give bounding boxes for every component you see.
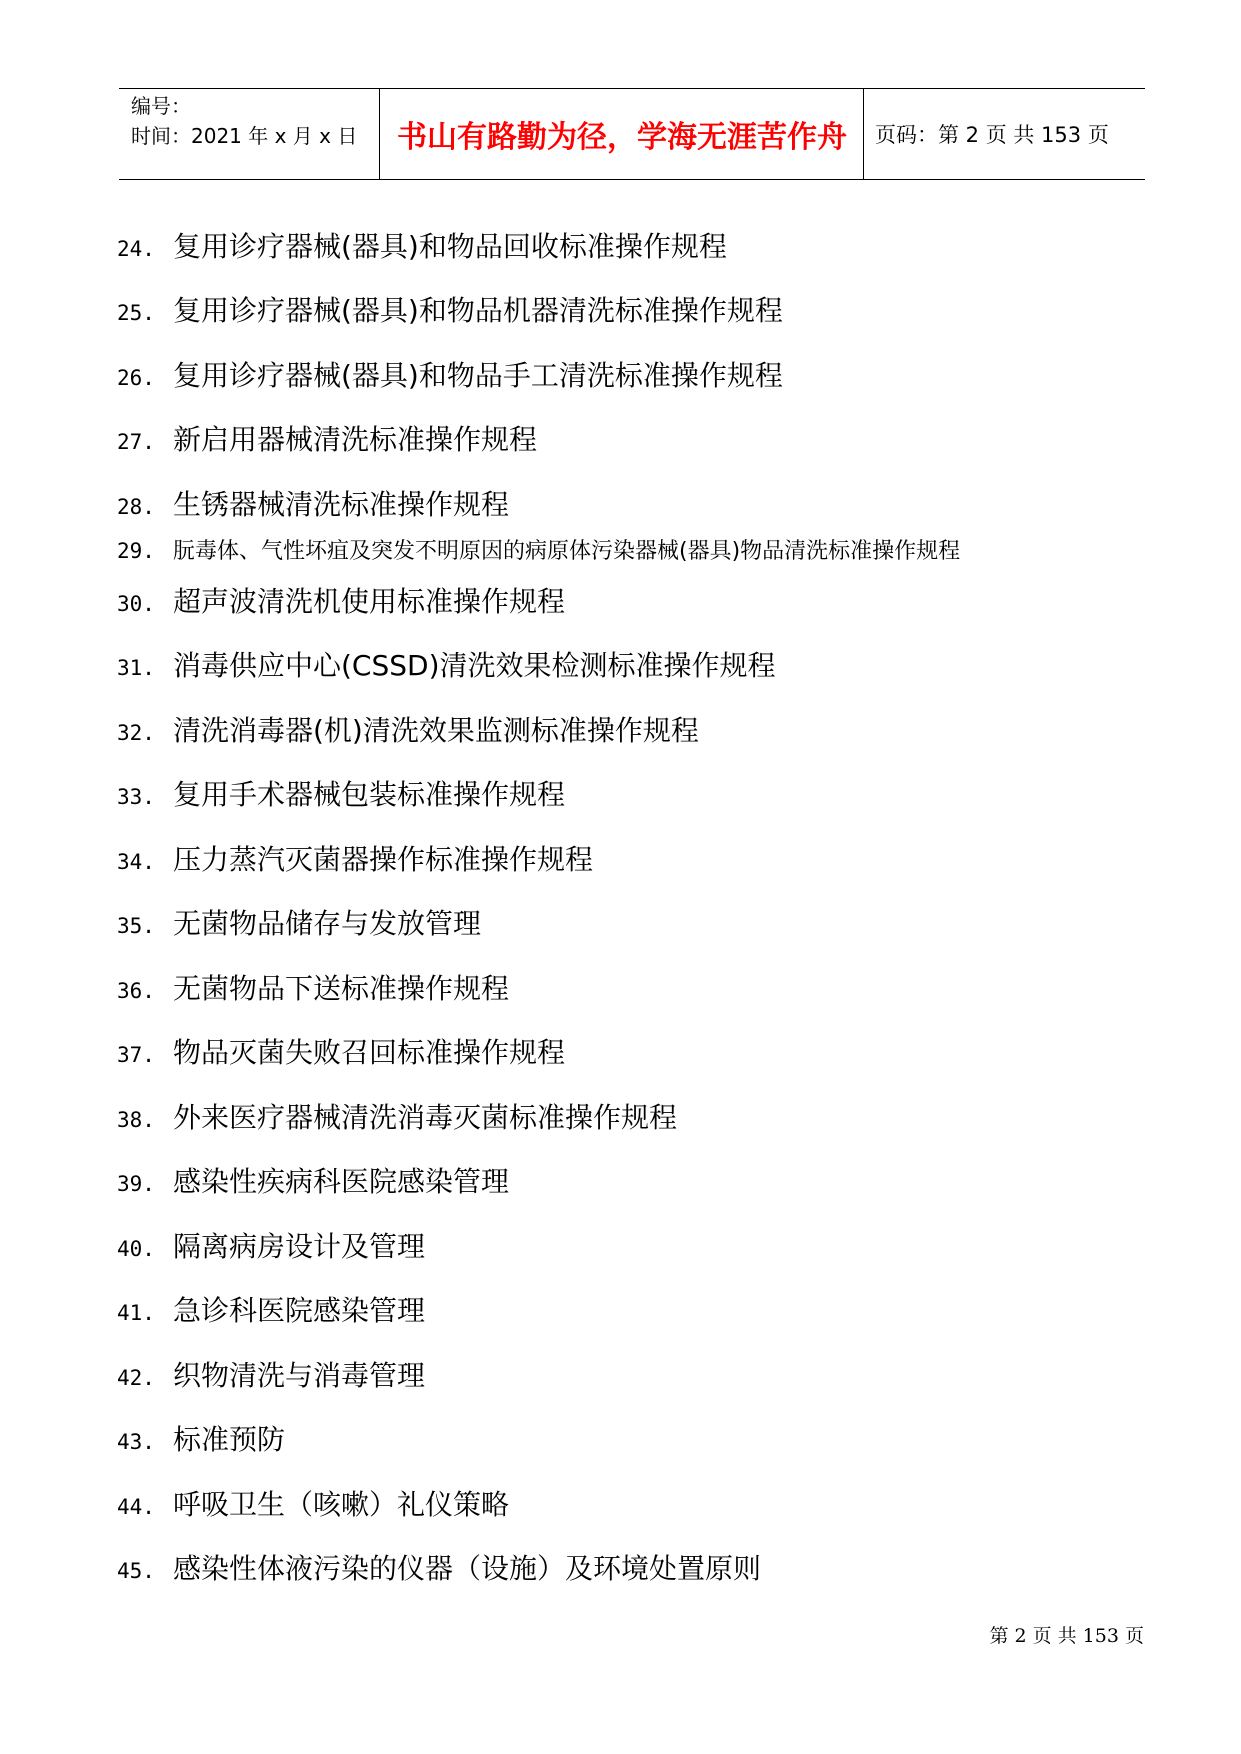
item-number: 44. [117,1495,155,1519]
item-title: 隔离病房设计及管理 [173,1230,426,1263]
item-title: 无菌物品下送标准操作规程 [173,972,510,1005]
list-item [117,418,537,458]
item-title: 物品灭菌失败召回标准操作规程 [173,1036,566,1069]
list-item [117,483,509,523]
item-title: 外来医疗器械清洗消毒灭菌标准操作规程 [173,1101,678,1134]
list-item [117,644,776,684]
item-title: 复用诊疗器械(器具)和物品回收标准操作规程 [173,230,727,263]
item-number: 25. [117,301,155,325]
item-title: 超声波清洗机使用标准操作规程 [173,585,566,618]
list-item [117,1289,425,1329]
list-item [117,1225,425,1265]
item-title: 新启用器械清洗标准操作规程 [173,423,538,456]
item-number: 31. [117,656,155,680]
list-item [117,1354,425,1394]
list-item [117,1031,565,1071]
item-title: 复用诊疗器械(器具)和物品机器清洗标准操作规程 [173,294,783,327]
item-title: 复用诊疗器械(器具)和物品手工清洗标准操作规程 [173,359,783,392]
list-item [117,289,783,329]
item-number: 26. [117,366,155,390]
page-footer: 第 2 页 共 153 页 [989,1625,1144,1647]
list-item [117,967,509,1007]
list-item [117,580,565,620]
item-number: 28. [117,495,155,519]
list-item [117,354,783,394]
list-item [117,1418,285,1458]
item-number: 35. [117,914,155,938]
document-time-label: 时间：2021 年 x 月 x 日 [131,124,358,148]
item-number: 36. [117,979,155,1003]
item-number: 34. [117,850,155,874]
item-title: 感染性体液污染的仪器（设施）及环境处置原则 [173,1552,762,1585]
item-title: 标准预防 [173,1423,286,1456]
item-title: 无菌物品储存与发放管理 [173,907,482,940]
list-item [117,1160,509,1200]
item-number: 42. [117,1366,155,1390]
item-title: 感染性疾病科医院感染管理 [173,1165,510,1198]
item-title: 消毒供应中心(CSSD)清洗效果检测标准操作规程 [173,649,776,682]
item-number: 41. [117,1301,155,1325]
item-title: 生锈器械清洗标准操作规程 [173,488,510,521]
item-number: 40. [117,1237,155,1261]
header-motto: 书山有路勤为径，学海无涯苦作舟 [397,120,847,155]
document-number-label: 编号： [131,94,191,118]
list-item [117,1096,677,1136]
item-title: 急诊科医院感染管理 [173,1294,426,1327]
list-item [117,225,727,265]
list-item [117,773,565,813]
list-item [117,1483,509,1523]
list-item [117,534,960,565]
header-page-number: 页码：第 2 页 共 153 页 [875,123,1109,147]
item-title: 压力蒸汽灭菌器操作标准操作规程 [173,843,594,876]
item-number: 43. [117,1430,155,1454]
item-title: 织物清洗与消毒管理 [173,1359,426,1392]
item-number: 24. [117,237,155,261]
header-divider-left [379,89,380,179]
item-title: 清洗消毒器(机)清洗效果监测标准操作规程 [173,714,699,747]
item-number: 37. [117,1043,155,1067]
list-item [117,709,699,749]
item-title: 复用手术器械包装标准操作规程 [173,778,566,811]
item-number: 29. [117,539,155,563]
list-item [117,902,481,942]
header-info [131,91,357,151]
item-number: 33. [117,785,155,809]
list-item [117,838,593,878]
item-number: 30. [117,592,155,616]
item-number: 27. [117,430,155,454]
item-number: 39. [117,1172,155,1196]
header-divider-right [863,89,864,179]
item-number: 38. [117,1108,155,1132]
item-number: 32. [117,721,155,745]
item-title: 呼吸卫生（咳嗽）礼仪策略 [173,1488,510,1521]
page-header [119,88,1145,180]
item-title: 朊毒体、气性坏疽及突发不明原因的病原体污染器械(器具)物品清洗标准操作规程 [173,539,961,564]
item-number: 45. [117,1559,155,1583]
list-item [117,1547,761,1587]
